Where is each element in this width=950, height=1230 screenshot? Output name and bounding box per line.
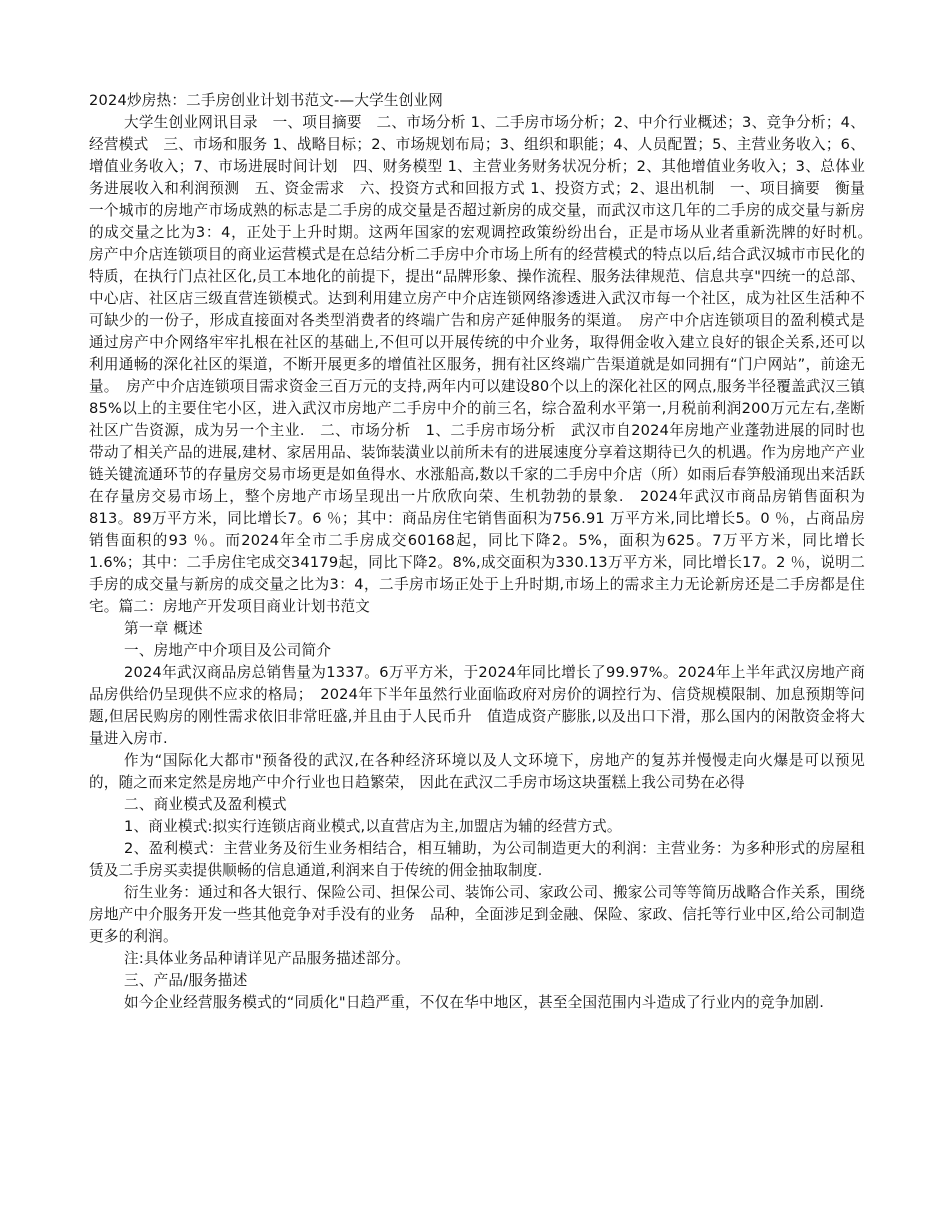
paragraph: 2、盈利模式：主营业务及衍生业务相结合，相互辅助，为公司制造更大的利润：主营业务：为多种形式的房屋租赁及二手房买卖提供顺畅的信息通道,利润来自于传统的佣金抽取制度. <box>89 840 865 879</box>
chapter-heading: 第一章 概述 <box>124 620 203 637</box>
paragraph: 1、商业模式:拟实行连锁店商业模式,以直营店为主,加盟店为辅的经营方式。 <box>124 818 622 835</box>
document-page <box>89 90 880 1014</box>
paragraph: 2024年武汉商品房总销售量为1337。6万平方米，于2024年同比增长了99.97%。2024年上半年武汉房地产商品房供给仍呈现供不应求的格局； 2024年下半年虽然行业面临政府对房价的调控行为、信贷规模限制、加息预期等问题,但居民购房的刚性需求依旧非常旺盛,并且由于人民币升 值造成资产膨胀,以及出口下滑，那么国内的闲散资金将大量进入房市. <box>89 664 865 747</box>
section-heading: 一、房地产中介项目及公司简介 <box>124 642 332 659</box>
paragraph: 如今企业经营服务模式的“同质化"日趋严重，不仅在华中地区，甚至全国范围内斗造成了行业内的竞争加剧. <box>124 994 825 1011</box>
note: 注:具体业务品种请详见产品服务描述部分。 <box>124 950 411 967</box>
paragraph: 作为“国际化大都市"预备役的武汉,在各种经济环境以及人文环境下，房地产的复苏并慢慢走向火爆是可以预见的，随之而来定然是房地产中介行业也日趋繁荣， 因此在武汉二手房市场这块蛋糕上我公司势在必得 <box>89 752 865 791</box>
document-title: 2024炒房热：二手房创业计划书范文-—大学生创业网 <box>89 92 444 109</box>
paragraph-summary: 大学生创业网讯目录 一、项目摘要 二、市场分析 1、二手房市场分析；2、中介行业概述；3、竞争分析；4、经营模式 三、市场和服务 1、战略目标；2、市场规划布局；3、组织和职能；4、人员配置；5、主营业务收入；6、增值业务收入；7、市场进展时间计划 四、财务模型 1、主营业务财务状况分析；2、其他增值业务收入；3、总体业务进展收入和利润预测 五、资金需求 六、投资方式和回报方式 1、投资方式；2、退出机制 一、项目摘要 衡量一个城市的房地产市场成熟的标志是二手房的成交量是否超过新房的成交量，而武汉市这几年的二手房的成交量与新房的成交量之比为3：4，正处于上升时期。这两年国家的宏观调控政策纷纷出台，正是市场从业者重新洗牌的好时机。 房产中介店连锁项目的商业运营模式是在总结分析二手房中介市场上所有的经营模式的特点以后,结合武汉城市市民化的特质，在执行门点社区化,员工本地化的前提下，提出“品牌形象、操作流程、服务法律规范、信息共享"四统一的总部、中心店、社区店三级直营连锁模式。达到利用建立房产中介店连锁网络渗透进入武汉市每一个社区，成为社区生活种不可缺少的一份子，形成直接面对各类型消费者的终端广告和房产延伸服务的渠道。 房产中介店连锁项目的盈利模式是通过房产中介网络牢牢扎根在社区的基础上,不但可以开展传统的中介业务，取得佣金收入建立良好的银企关系,还可以利用通畅的深化社区的渠道，不断开展更多的增值社区服务，拥有社区终端广告渠道就是如同拥有“门户网站”，前途无量。 房产中介店连锁项目需求资金三百万元的支持,两年内可以建设80个以上的深化社区的网点,服务半径覆盖武汉三镇85%以上的主要住宅小区，进入武汉市房地产二手房中介的前三名，综合盈利水平第一,月税前利润200万元左右,垄断社区广告资源，成为另一个主业. 二、市场分析 1、二手房市场分析 武汉市自2024年房地产业蓬勃进展的同时也带动了相关产品的进展,建材、家居用品、装饰装潢业以前所未有的进展速度分享着这期待已久的机遇。作为房地产产业链关键流通环节的存量房交易市场更是如鱼得水、水涨船高,数以千家的二手房中介店（所）如雨后春笋般涌现出来活跃在存量房交易市场上，整个房地产市场呈现出一片欣欣向荣、生机勃勃的景象. 2024年武汉市商品房销售面积为813。89万平方米，同比增长7。6 ％；其中：商品房住宅销售面积为756.91 万平方米,同比增长5。0 ％，占商品房销售面积的93 ％。而2024年全市二手房成交60168起，同比下降2。5%，面积为625。7万平方米，同比增长1.6%；其中：二手房住宅成交34179起，同比下降2。8%,成交面积为330.13万平方米，同比增长17。2 ％，说明二手房的成交量与新房的成交量之比为3：4，二手房市场正处于上升时期,市场上的需求主力无论新房还是二手房都是住宅。篇二：房地产开发项目商业计划书范文 <box>89 114 880 615</box>
paragraph: 衍生业务：通过和各大银行、保险公司、担保公司、装饰公司、家政公司、搬家公司等等简历战略合作关系，围绕房地产中介服务开发一些其他竞争对手没有的业务 品种，全面涉足到金融、保险、家政、信托等行业中区,给公司制造更多的利润。 <box>89 884 865 945</box>
section-heading: 二、商业模式及盈利模式 <box>124 796 287 813</box>
section-heading: 三、产品/服务描述 <box>124 972 248 989</box>
